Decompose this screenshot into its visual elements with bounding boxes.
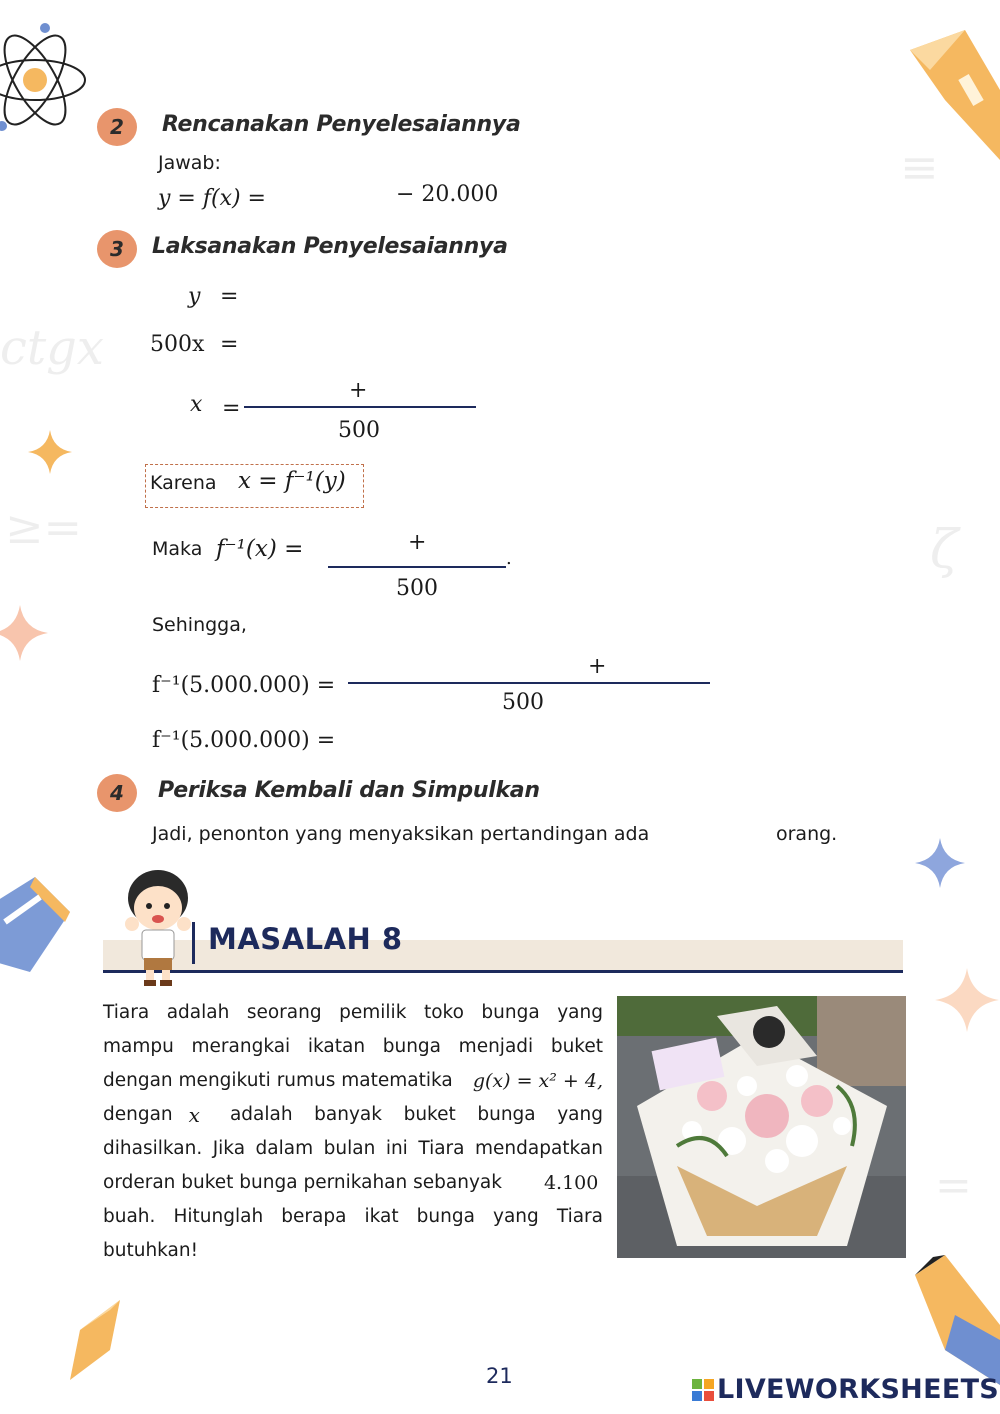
variable-x: x — [188, 1103, 200, 1127]
formula: g(x) = x² + 4, — [472, 1070, 603, 1092]
equation-right: − 20.000 — [396, 182, 499, 207]
paragraph-line: mampu merangkai ikatan bunga menjadi buket — [103, 1036, 603, 1057]
answer-blank[interactable] — [330, 548, 406, 564]
plus-sign: + — [588, 654, 607, 679]
karena-formula: x = f⁻¹(y) — [238, 468, 346, 494]
equation-variable: y — [188, 284, 201, 309]
background-math-decoration: ≡ — [900, 140, 939, 194]
answer-blank[interactable] — [346, 740, 488, 756]
answer-blank[interactable] — [438, 548, 508, 564]
paragraph-line: dihasilkan. Jika dalam bulan ini Tiara mendapatkan — [103, 1138, 603, 1159]
denominator: 500 — [502, 690, 544, 715]
text-segment: orderan buket bunga pernikahan sebanyak — [103, 1172, 502, 1193]
page-number: 21 — [486, 1364, 513, 1388]
paragraph-line: butuhkan! — [103, 1240, 199, 1261]
paragraph-line: Tiara adalah seorang pemilik toko bunga yang — [103, 1002, 603, 1023]
answer-blank[interactable] — [618, 664, 708, 680]
fraction-bar — [244, 406, 476, 408]
fraction-bar — [328, 566, 506, 568]
equals-sign: = — [220, 332, 239, 357]
liveworksheets-logo — [692, 1374, 999, 1405]
equation-variable: x — [190, 392, 203, 417]
plus-sign: + — [349, 378, 368, 403]
denominator: 500 — [396, 576, 438, 601]
step-number-badge: 3 — [97, 230, 137, 268]
paragraph-line — [103, 1166, 603, 1200]
quantity: 4.100 — [543, 1172, 599, 1194]
text-segment: adalah banyak buket bunga yang — [229, 1104, 603, 1125]
maka-formula: f⁻¹(x) = — [216, 536, 304, 562]
pencil-icon — [915, 1255, 1000, 1389]
formula-line1: f⁻¹(5.000.000) = — [152, 673, 336, 698]
paragraph-line: buah. Hitunglah berapa ikat bunga yang Tiara — [103, 1206, 603, 1227]
background-math-decoration: ζ — [930, 520, 959, 580]
formula-line2: f⁻¹(5.000.000) = — [152, 728, 336, 753]
star-icon — [28, 430, 72, 478]
maka-label: Maka — [152, 538, 203, 560]
answer-blank[interactable] — [252, 346, 478, 364]
conclusion-unit: orang. — [776, 823, 838, 845]
paragraph-line — [103, 1098, 603, 1132]
equation-variable: 500x — [150, 332, 205, 357]
sehingga-label: Sehingga, — [152, 614, 247, 636]
eraser-icon — [0, 872, 75, 986]
equation-left: y = f(x) = — [158, 186, 266, 211]
equals-sign: = — [222, 396, 241, 421]
step-number-badge: 4 — [97, 774, 137, 812]
masalah-title: MASALAH 8 — [208, 922, 403, 956]
answer-blank[interactable] — [246, 298, 478, 316]
section-heading: Laksanakan Penyelesaiannya — [152, 234, 508, 259]
atom-icon — [0, 18, 100, 138]
star-icon — [915, 838, 965, 892]
liveworksheets-icon — [692, 1379, 714, 1401]
title-divider — [192, 922, 195, 964]
pencil-icon — [905, 30, 1000, 164]
denominator: 500 — [338, 418, 380, 443]
brand-name: LIVEWORKSHEETS — [717, 1374, 1000, 1405]
background-math-decoration: = — [935, 1160, 972, 1211]
period: . — [506, 548, 512, 569]
student-mascot — [118, 868, 198, 992]
problem-paragraph — [103, 996, 603, 1268]
answer-label: Jawab: — [158, 152, 221, 174]
text-segment: dengan — [103, 1104, 173, 1125]
answer-blank[interactable] — [352, 664, 582, 680]
star-icon — [0, 605, 48, 665]
paragraph-line — [103, 1064, 603, 1098]
star-icon — [935, 968, 999, 1036]
step-number-badge: 2 — [97, 108, 137, 146]
section-heading: Rencanakan Penyelesaiannya — [162, 112, 521, 137]
fraction-bar — [348, 682, 710, 684]
answer-blank[interactable] — [288, 198, 388, 216]
pencil-icon — [65, 1300, 125, 1384]
section-heading: Periksa Kembali dan Simpulkan — [158, 778, 540, 803]
plus-sign: + — [408, 530, 427, 555]
answer-blank[interactable] — [652, 838, 766, 854]
bouquet-photo — [617, 996, 906, 1258]
background-math-decoration: ≥= — [5, 500, 83, 554]
conclusion-text: Jadi, penonton yang menyaksikan pertandingan ada — [152, 823, 650, 845]
answer-blank[interactable] — [248, 388, 340, 404]
karena-label: Karena — [150, 472, 217, 494]
karena-box — [145, 464, 364, 508]
text-segment: dengan mengikuti rumus matematika — [103, 1070, 453, 1091]
background-math-decoration: ctgx — [0, 320, 104, 376]
answer-blank[interactable] — [384, 388, 478, 404]
equals-sign: = — [220, 284, 239, 309]
